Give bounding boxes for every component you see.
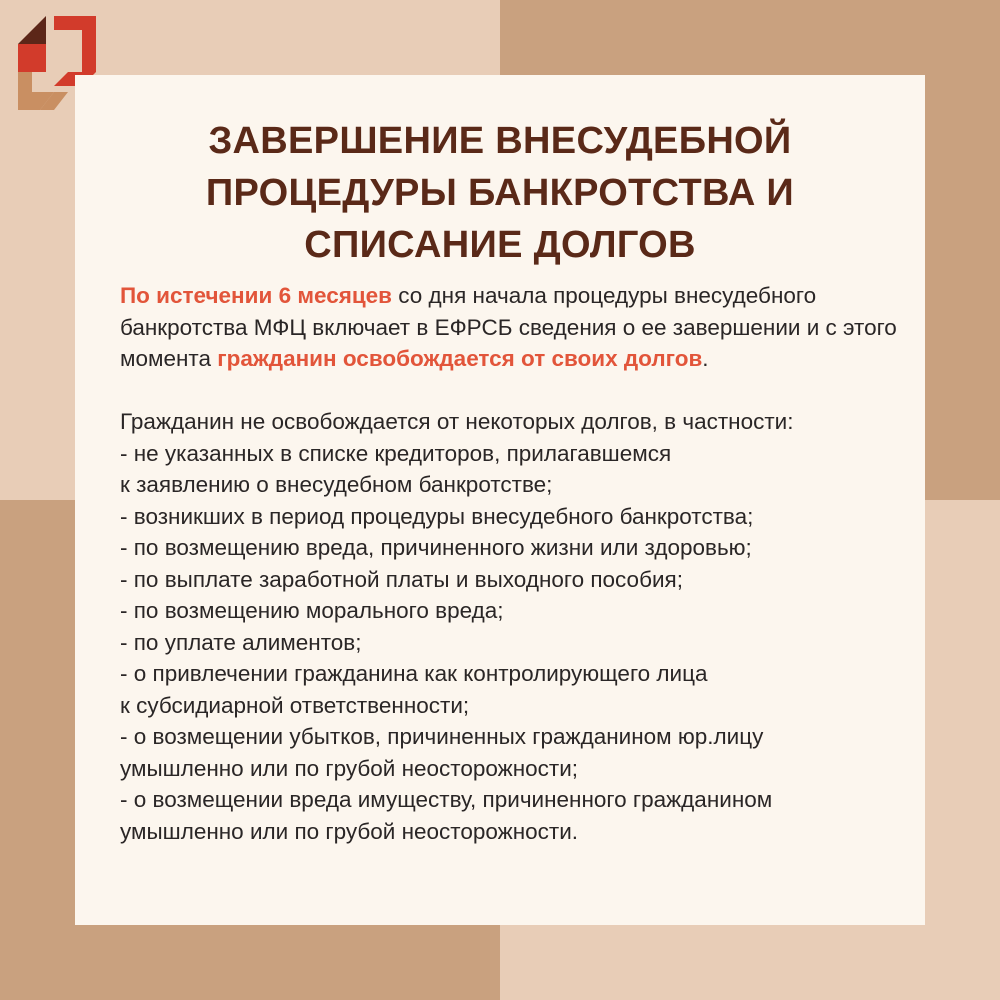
exceptions-paragraph	[120, 406, 910, 847]
title-line: ПРОЦЕДУРЫ БАНКРОТСТВА И	[205, 172, 795, 214]
exception-item: к заявлению о внесудебном банкротстве;	[120, 472, 553, 497]
exception-item: к субсидиарной ответственности;	[120, 692, 470, 718]
exception-item: - по уплате алиментов;	[120, 629, 362, 655]
info-card	[75, 75, 925, 925]
exception-item: умышленно или по грубой неосторожности.	[120, 818, 579, 844]
exception-item: - по возмещению вреда, причиненного жизни или здоровью;	[120, 535, 752, 560]
intro-text-end: .	[702, 346, 709, 371]
exception-item: - по возмещению морального вреда;	[120, 598, 504, 623]
page-title	[75, 115, 925, 271]
exception-item: - о возмещении вреда имуществу, причиненного гражданином	[120, 787, 773, 812]
exception-item: - по выплате заработной платы и выходного пособия;	[120, 566, 683, 592]
intro-paragraph	[120, 280, 910, 375]
intro-highlight-result: гражданин освобождается от своих долгов	[217, 346, 703, 371]
exception-item: - возникших в период процедуры внесудебного банкротства;	[120, 503, 754, 529]
intro-highlight-term: По истечении 6 месяцев	[120, 283, 393, 308]
intro-text: со дня начала процедуры внесудебного банкротства МФЦ включает в ЕФРСБ сведения о ее завершении и с этого момента	[120, 283, 897, 371]
exception-item: - о возмещении убытков, причиненных гражданином юр.лицу	[120, 724, 764, 749]
exception-item: - не указанных в списке кредиторов, прилагавшемся	[120, 440, 672, 466]
paragraph-gap	[120, 375, 910, 407]
title-line: СПИСАНИЕ ДОЛГОВ	[304, 224, 696, 266]
card-body	[120, 280, 910, 847]
title-line: ЗАВЕРШЕНИЕ ВНЕСУДЕБНОЙ	[208, 120, 792, 162]
exceptions-heading: Гражданин не освобождается от некоторых долгов, в частности:	[120, 409, 794, 434]
exception-item: умышленно или по грубой неосторожности;	[120, 755, 579, 781]
exception-item: - о привлечении гражданина как контролирующего лица	[120, 661, 708, 686]
